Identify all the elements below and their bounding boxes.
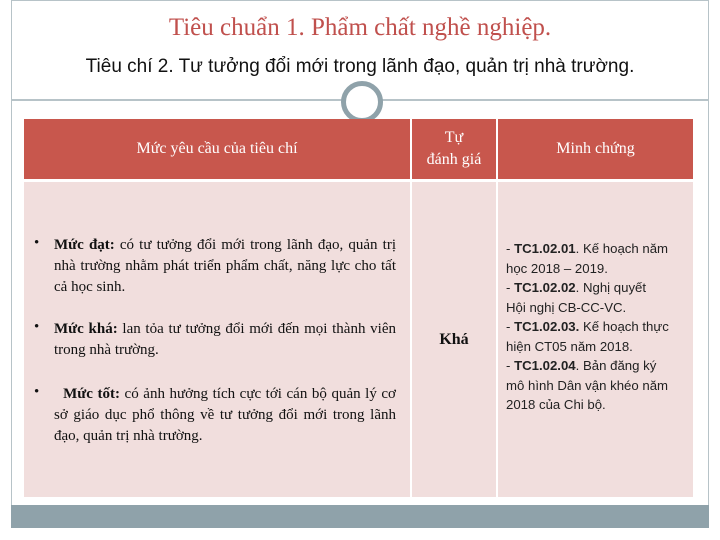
column-divider [496,119,498,497]
slide-title: Tiêu chuẩn 1. Phẩm chất nghề nghiệp. [168,14,552,41]
evidence-prefix: - [506,319,515,334]
evidence-code: TC1.02.02 [514,280,576,295]
evidence-code: TC1.02.04 [514,358,576,373]
evidence-line [506,317,686,337]
header-self-rating-line2: đánh giá [426,151,482,168]
level-item [54,235,396,298]
evidence-prefix: - [506,280,515,295]
level-text: có ảnh hưởng tích cực tới cán bộ quản lý cơ sở giáo dục phổ thông về tư tưởng đổi mới trong lãnh đạo, quản trị nhà trường. [54,386,396,444]
evidence-line [506,356,686,376]
evidence-prefix: - [506,241,515,256]
evidence-line [506,376,686,396]
evidence-text: . Nghị quyết [575,280,647,295]
level-item [54,384,396,447]
evidence-text: học 2018 – 2019. [506,260,608,276]
level-item [54,319,396,361]
header-evidence [498,119,693,179]
header-self-rating-line1: Tự [444,129,464,147]
evidence-text: 2018 của Chi bộ. [506,397,606,412]
level-label: Mức đạt: [54,237,115,253]
requirements-cell [24,182,410,497]
level-label: Mức khá: [54,321,118,337]
evidence-prefix: - [506,358,515,373]
bullet-icon: • [34,235,40,251]
evidence-text: Hội nghị CB-CC-VC. [506,299,627,315]
level-text: có tư tưởng đổi mới trong lãnh đạo, quản trị nhà trường nhằm phát triển phẩm chất, năng lực cho tất cả học sinh. [54,237,396,295]
evidence-code: TC1.02.01 [514,241,576,256]
level-label: Mức tốt: [63,386,120,402]
slide-subtitle: Tiêu chí 2. Tư tưởng đổi mới trong lãnh đạo, quản trị nhà trường. [85,56,635,77]
evidence-text: mô hình Dân vận khéo năm [506,377,669,393]
evidence-line [506,395,686,415]
evidence-text: Kế hoạch thực [579,319,669,334]
evidence-line [506,278,686,298]
evidence-line [506,337,686,357]
evidence-code: TC1.02.03. [514,319,580,334]
evidence-text: hiện CT05 năm 2018. [506,338,633,354]
divider-circle-icon [341,81,383,123]
evidence-line [506,239,686,259]
evidence-line [506,259,686,279]
evidence-text: . Kế hoạch năm [575,241,669,256]
footer-band [11,505,709,528]
bullet-icon: • [34,319,40,335]
evidence-list [506,239,686,415]
header-evidence-label: Minh chứng [556,140,635,158]
header-requirements-label: Mức yêu cầu của tiêu chí [136,140,298,158]
criteria-table [24,119,693,497]
level-text: lan tỏa tư tưởng đổi mới đến mọi thành viên trong nhà trường. [54,321,396,358]
evidence-text: . Bản đăng ký [575,358,657,373]
header-self-rating [412,119,496,179]
self-rating-value: Khá [439,330,469,348]
bullet-icon: • [34,384,40,400]
evidence-line [506,298,686,318]
header-requirements [24,119,410,179]
